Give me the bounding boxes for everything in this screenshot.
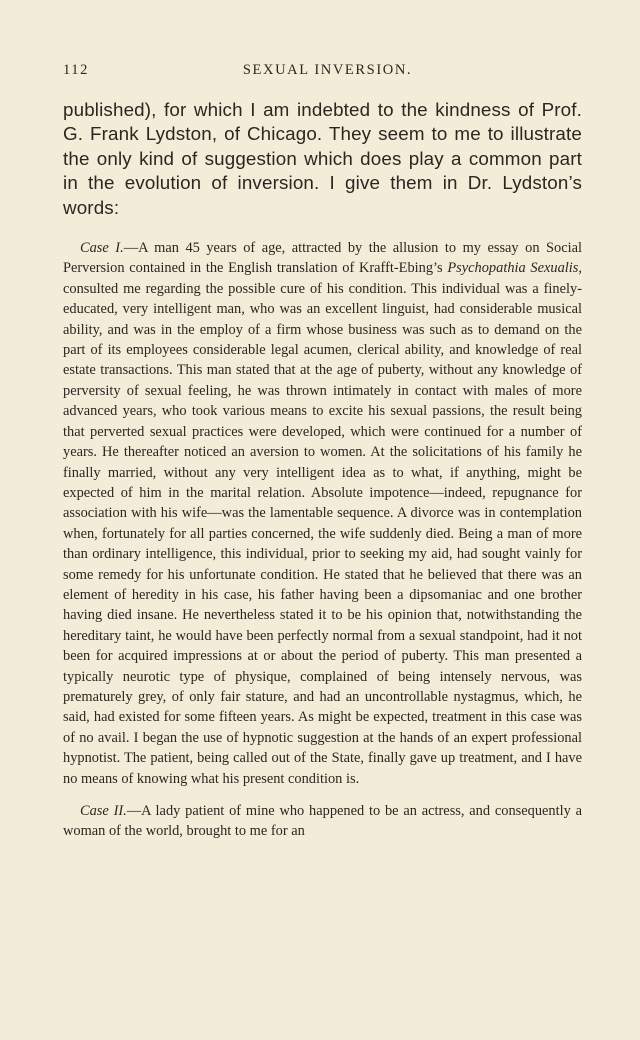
- case-1-label: Case I.: [80, 240, 124, 257]
- page-number: 112: [63, 62, 90, 78]
- book-title: Psychopathia Sexualis,: [447, 260, 582, 277]
- case-1-paragraph: [63, 238, 582, 789]
- intro-paragraph: published), for which I am indebted to the kindness of Prof. G. Frank Lydston, of Chicago. They seem to me to illustrate the only kind of suggestion which does play a common part in the evolution of inversion. I give them in Dr. Lydston’s words:: [63, 99, 582, 218]
- case-2-paragraph: [63, 801, 582, 842]
- case-1-text-part-1: —A man 45 years of age, attracted by the allusion to my essay on Social Perversion contained in the English translation of Krafft-Ebing’s: [63, 240, 582, 277]
- case-1-text-part-2: consulted me regarding the possible cure of his condition. This individual was a finely-educated, very intelligent man, who was an excellent linguist, had considerable musical ability, and was in the employ of a firm whose business was such as to demand on the part of its employees considerable legal acumen, clerical ability, and knowledge of real estate transactions. This man stated that at the age of puberty, without any knowledge of perversity of sexual feeling, he was thrown intimately in contact with males of more advanced years, who took various means to excite his sexual passions, the result being that perverted sexual practices were developed, which were continued for a number of years. He thereafter noticed an aversion to women. At the solicitations of his family he finally married, without any very intelligent idea as to what, if anything, might be expected of him in the marital relation. Absolute impotence—indeed, repugnance for association with his wife—was the lamentable sequence. A divorce was in contemplation when, fortunately for all parties concerned, the wife suddenly died. Being a man of more than ordinary intelligence, this individual, prior to seeking my aid, had sought vainly for some remedy for his unfortunate condition. He stated that he believed that there was an element of heredity in his case, his father having been a dipsomaniac and one brother having died insane. He nevertheless stated it to be his opinion that, notwithstanding the hereditary taint, he would have been perfectly normal from a sexual standpoint, had it not been for acquired impressions at or about the period of puberty. This man presented a typically neurotic type of physique, complained of being intensely nervous, was prematurely grey, of only fair stature, and had an uncontrollable nystagmus, which, he said, had existed for some fifteen years. As might be expected, treatment in this case was of no avail. I began the use of hypnotic suggestion at the hands of an expert professional hypnotist. The patient, being called out of the State, finally gave up treatment, and I have no means of knowing what his present condition is.: [63, 280, 582, 787]
- book-page: [63, 60, 582, 842]
- case-2-label: Case II.: [80, 803, 127, 819]
- running-head: [63, 60, 582, 86]
- running-title: SEXUAL INVERSION.: [242, 62, 413, 78]
- case-2-text: —A lady patient of mine who happened to be an actress, and consequently a woman of the world, brought to me for an: [63, 803, 582, 840]
